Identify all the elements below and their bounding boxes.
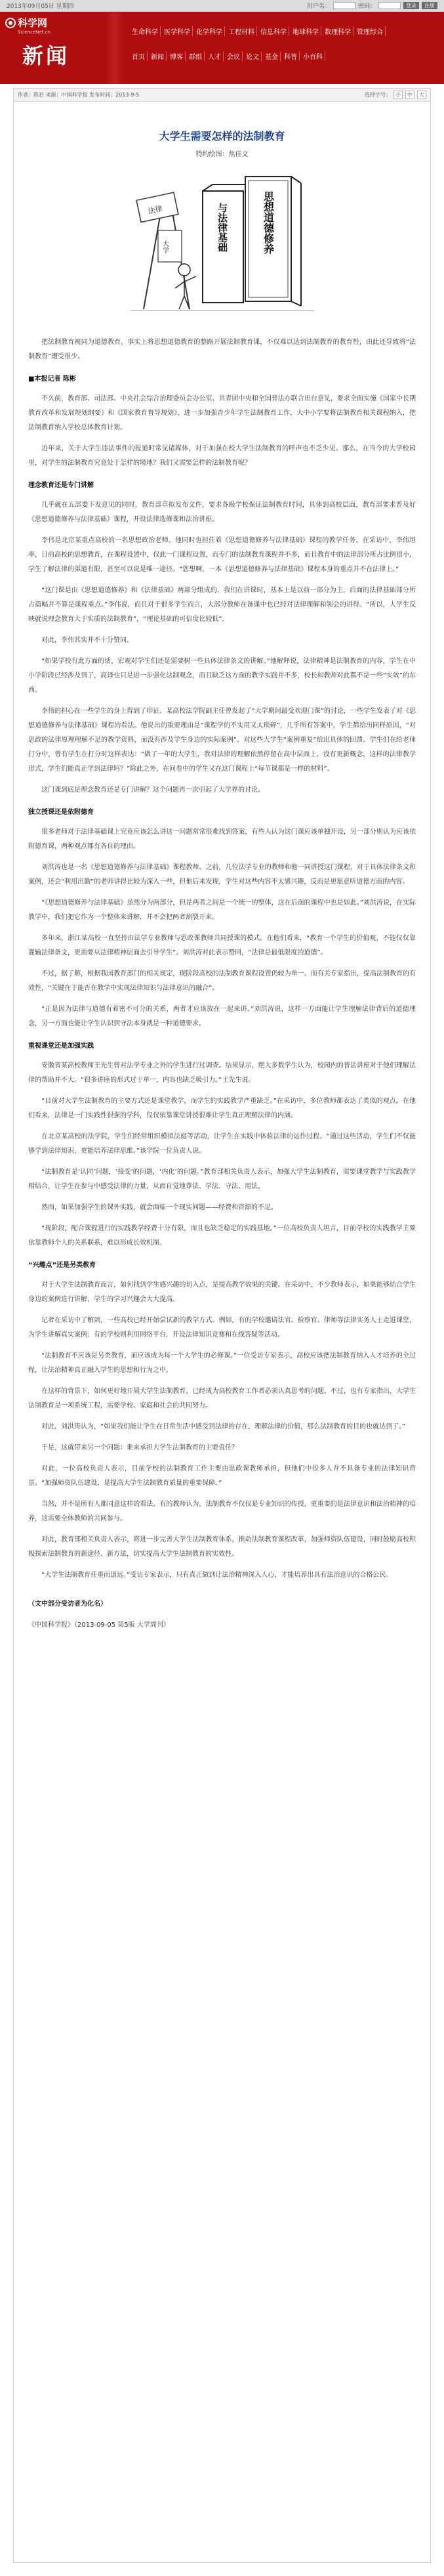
section-heading: 重视课堂还是加强实践	[28, 1042, 94, 1050]
sub-nav-item[interactable]: 会议	[225, 51, 243, 61]
site-logo[interactable]	[5, 16, 66, 33]
main-nav-item[interactable]: 信息科学	[258, 26, 289, 36]
paragraph: “《思想道德修养与法律基础》虽然分为两部分，但是两者之间是一个统一的整体，这在后面的课程中也是如此。”刘洪涛说，在实际教学中，我们把它作为一个整体来讲解，并不会把两者割裂开来。	[28, 899, 416, 921]
article-body	[28, 335, 416, 1583]
section-heading: “兴趣点”还是另类教育	[28, 1262, 96, 1269]
paragraph: 对此，教育部相关负责人表示，将进一步完善大学生法制教育体系，推动法制教育课程改革，加强师资队伍建设，同时鼓励高校积极探索法制教育的新途径、新方法，切实提高大学生法制教育的实效性。	[28, 1536, 416, 1558]
paragraph: 对于大学生法制教育而言，如何找到学生感兴趣的切入点，是提高教学效果的关键。在采访中，不少教师表示，如果能够结合学生身边的案例进行讲解，学生的学习兴趣会大大提高。	[28, 1281, 416, 1303]
paragraph: 对此，李伟其实并不十分赞同。	[41, 637, 133, 644]
main-nav	[130, 26, 440, 36]
login-form	[307, 1, 437, 10]
article-meta: 作者：陈若 来源：中国科学报 发布时间：2013-9-5	[18, 92, 140, 98]
paragraph: 把法制教育视同为道德教育，事实上将思想道德教育的整路开展法制教育课，不仅难以达到法制教育的教育性，由此还导致将“法制教育”遭受很少。	[28, 339, 416, 360]
paragraph: 不久前，教育部、司法部、中央社会综合治理委员会办公室、共青团中央和全国普法办联合出台意见，要求全面实施《国家中长期教育改革和发展规划纲要》和《国家教育督导规划》，进一步加强青少年学生法制教育工作，大中小学要将法制教育相关课程纳入，把法制教育纳入学校总体教育计划。	[28, 395, 416, 431]
book-moral-title: 思想道德修养	[262, 191, 274, 254]
article	[14, 102, 430, 1651]
main-nav-item[interactable]: 化学科学	[194, 26, 225, 36]
section-heading: 理念教育还是专门讲解	[28, 482, 94, 489]
logo-url: ScienceNet.cn	[18, 30, 50, 35]
paragraph: 在北京某高校的法学院，学生们经常组织模拟法庭等活动，让学生在实践中体验法律的运作过程。“通过这些活动，学生们不仅能够学到法律知识，更能培养法律思维。”该学院一位负责人说。	[28, 1133, 416, 1155]
font-size-medium[interactable]: 中	[405, 91, 414, 99]
content-container	[13, 88, 431, 2563]
article-closing-note: （文中部分受访者为化名）	[28, 1600, 107, 1608]
sub-nav-item[interactable]: 首页	[130, 51, 148, 61]
article-illustration	[124, 171, 321, 322]
header-decoration	[105, 12, 125, 84]
username-input[interactable]	[333, 2, 355, 9]
paragraph: “这门课是由《思想道德修养》和《法律基础》两部分组成的，我们在讲课时，基本上是以前一部分为主，后面的法律基础部分所占篇幅并不算是课程重点。”李伟说，而且对于很多学生而言，大部分教师在备课中也已经对法律理解和领会的讲得。“所以，人学生反映就说理念教育大于实质的法制教育”，“理论基础的可信度比较低”。	[28, 587, 416, 623]
paragraph: 然而，如果加强学生的课外实践，就会面临一个现实问题——经费和资源的不足。	[41, 1204, 277, 1211]
site-header	[0, 12, 444, 84]
login-button[interactable]: 登录	[403, 2, 419, 9]
article-title: 大学生需要怎样的法制教育	[159, 130, 285, 142]
book-law-icon	[203, 184, 245, 303]
paragraph: 在这样的背景下，如何更好地开展大学生法制教育，已经成为高校教育工作者必须认真思考的问题。不过，也有专家指出，大学生法制教育是一项系统工程，需要学校、家庭和社会的共同努力。	[28, 1388, 416, 1409]
section-heading: ■本报记者 陈彬	[28, 376, 76, 383]
font-size-selector	[365, 91, 426, 99]
logo-name: 科学网	[18, 17, 48, 29]
font-size-small[interactable]: 小	[394, 91, 403, 99]
book-moral-icon	[245, 177, 301, 306]
current-date: 2013年09月05日 星期四	[7, 3, 74, 10]
paragraph: “如果学校有此方面的话，宏观对学生们还是需要树一些具体法律条文的讲解。”他解释说，法律精神是法制教育的内容，学生在中小学阶段已经涉及到了，高译也只是进一步强化法制观念，而且缺乏这方面的教学实践并不多，校长和教师对此都不是一些“实效”的东西。	[28, 658, 416, 694]
register-button[interactable]: 注册	[422, 2, 437, 9]
book-law-title: 与法律基础	[216, 203, 228, 252]
article-meta-bar	[14, 89, 430, 102]
article-source: 《中国科学报》（2013-09-05 第5版 大学周刊）	[28, 1621, 170, 1629]
main-nav-item[interactable]: 医学科学	[162, 26, 193, 36]
paragraph: “法制教育是‘认同’问题，‘接受’的问题，‘内化’的问题。”教育部相关负责人表示，加强大学生法制教育，需要课堂教学与实践教学相结合，让学生在参与中感受法律的力量，从而自觉地尊法、学法、守法、用法。	[28, 1169, 416, 1190]
paragraph: 很多老师对于法律基础课上究竟应该怎么讲这一问题常常很难找到答案，有些人认为这门课应该单独开设，另一部分则认为应该依附德育课，两种观点都有各自的理由。	[28, 828, 416, 850]
username-label: 用户名：	[306, 3, 331, 10]
paragraph: “现阶段，配合课程进行的实践教学经费十分有限，而且也缺乏稳定的实践基地。”一位高校负责人坦言，目前学校的实践教学主要依靠教师个人的关系联系，难以形成长效机制。	[28, 1225, 416, 1247]
paragraph: 李伟的担心在一些学生的身上得到了印证。某高校法学院副主任曾发起了“大学期间最受欢迎门课”的讨论，一些学生发表了对《思想道德修养与法律基础》课程的看法。他说出的重要理由是“课程学的不实用又太琐碎”，几乎所有答案中，学生都给出同样原因，“对思政的法律原理理解不足的教学资料，而没有涉及学生身边的实际案例”。对这些大学生“案例重复”给出具体的回馈。学生们在给老师打分中，曾有学生在打分时这样表达：“做了一年的大学生，我对法律的理解依然停留在高中层面上，没有更新概念，这样的法律教学形式，学生们能真正学到法律吗？”除此之外，在问卷中的学生又在这门课程上“每节课都是一样的材料”。	[28, 708, 416, 773]
sub-nav-item[interactable]: 人才	[206, 51, 224, 61]
main-nav-item[interactable]: 地球科学	[291, 26, 321, 36]
sub-nav-item[interactable]: 论文	[244, 51, 262, 61]
font-size-label: 选择字号：	[365, 92, 391, 98]
paragraph: 几乎就在五部委下发意见的同时，教育部草拟发布文件，要求各级学校保证法制教育时间，具体到高校层面，教育部要求普及好《思想道德修养与法律基础》课程，开设法律选修课和法治讲座。	[28, 502, 416, 523]
paragraph: 刘洪涛也是一名《思想道德修养与法律基础》课程教师。之前，几位法学专业的教师和他一同讲授这门课程，对于具体法律条文和案例，还会“利用出勤”的老师讲得比较为深入一些，但他后来发现，学生对这些内容不太感兴趣，反而是更愿意听道德方面的内容。	[28, 864, 416, 886]
sign-icon	[158, 230, 182, 262]
sub-nav-item[interactable]: 基金	[263, 51, 281, 61]
paragraph: 近年来，关于大学生违法事件的报道时常见诸媒体，对于加强在校大学生法制教育的呼声也不乏少见。那么，在当今的大学校园里，对学生的法制教育究竟处于怎样的境地？我们又需要怎样的法制教育呢？	[28, 445, 416, 467]
logo-mark-icon	[5, 18, 16, 28]
paragraph: 多年来，浙江某高校一直坚持由法学专业教师与思政课教师共同授课的模式。在他们看来，“教育一个学生的价值观，不能仅仅靠灌输法律条文，更需要从法律精神层面去引导学生”。刘洪涛对此表示赞同，“法律是最低限度的道德”。	[28, 935, 416, 956]
paragraph: “正是因为法律与道德有着密不可分的关系，两者才应该放在一起来讲。”刘洪涛说，这样一方面能让学生理解法律背后的道德理念，另一方面也能让学生认识到守法本身就是一种道德要求。	[28, 1006, 416, 1027]
main-nav-item[interactable]: 工程材料	[226, 26, 257, 36]
section-heading: 独立授课还是依附德育	[28, 809, 94, 816]
paragraph: “法制教育不应该是另类教育，而应该成为每一个大学生的必修课。”一位受访专家表示，高校应该把法制教育纳入人才培养的全过程，让法治精神真正融入学生的思想和行为之中。	[28, 1352, 416, 1374]
font-size-large[interactable]: 大	[417, 91, 426, 99]
top-utility-bar	[0, 0, 444, 12]
main-nav-item[interactable]: 生命科学	[130, 26, 161, 36]
sub-nav-item[interactable]: 科普	[282, 51, 300, 61]
article-illustrator: 特约绘图：焦佳文	[195, 151, 249, 158]
sub-nav-item[interactable]: 新闻	[149, 51, 167, 61]
sub-nav-item[interactable]: 群组	[187, 51, 205, 61]
sub-nav-item[interactable]: 小百科	[301, 51, 325, 61]
sign-label: 大学	[161, 240, 168, 253]
paragraph: 对此，刘洪涛认为，“如果我们能让学生在日常生活中感受到法律的存在，理解法律的价值，那么法制教育的目的也就达到了。”	[41, 1423, 406, 1430]
paragraph: 不过，据了解，根据我国教育部门的相关规定，现阶段高校的法制教育课程设置仍较为单一。而有关专家指出，提高法制教育的有效性，“关键在于能否在教学中实现法律知识与法律意识的融合”。	[28, 970, 416, 992]
paragraph: 于是，这就带来另一个问题：谁来承担大学生法制教育的主要责任？	[41, 1444, 238, 1451]
paragraph: “目前对大学生法制教育的主要方式还是课堂教学，而学生的实践教学严重缺乏。”在采访中，多位教师都表达了类似的观点。在他们看来，法律是一门实践性很强的学科，仅仅依靠课堂讲授很难让学生真正理解法律的内涵。	[28, 1098, 416, 1119]
paragraph: 李伟是北京某重点高校的一名思想政治老师。他同时也担任着《思想道德修养与法律基础》课程的教学任务。在采访中，李伟坦率，目前高校的思想教育，在课程设置中，仅此一门课程设置，而专门的法制教育课程并不多，而且教育中的法律部分所占比例很小，学生了解法律的渠道有限，甚至可以说是唯一途径。“您想啊，一本《思想道德修养与法律基础》课程本身的重点并不在法律上。”	[28, 537, 416, 573]
main-nav-item[interactable]: 管理综合	[355, 26, 386, 36]
paragraph: “大学生法制教育任重而道远。”受访专家表示，只有真正做到让法治精神深入人心，才能培养出具有法治意识的合格公民。	[41, 1572, 393, 1579]
main-nav-item[interactable]: 数理科学	[323, 26, 353, 36]
sub-nav-item[interactable]: 博客	[168, 51, 186, 61]
paragraph: 当然，并不是所有人都同意这样的看法。有的教师认为，法制教育不仅仅是专业知识的传授，更重要的是法律意识和法治精神的培养，这需要全体教师的共同参与。	[28, 1501, 416, 1522]
board-label: 法律	[147, 204, 163, 216]
paragraph: 对此，一位高校负责人表示，目前学校的法制教育工作主要由思政课教师承担，但他们中很多人并不具备专业的法律知识背景。“加强师资队伍建设，是提高大学生法制教育质量的重要保障。”	[28, 1465, 416, 1487]
paragraph: 记者在采访中了解到，一些高校已经开始尝试新的教学方式。例如，有的学校邀请法官、检察官、律师等法律实务人士走进课堂，为学生讲解真实案例；有的学校则利用网络平台，开设法律知识竞赛和在线答疑等活动。	[28, 1317, 416, 1339]
paragraph: 这门课到底是理念教育还是专门讲解？这个问题再一次引起了大学界的讨论。	[41, 786, 264, 794]
section-title: 新闻	[22, 43, 70, 68]
password-input[interactable]	[378, 2, 401, 9]
paragraph: 安徽省某高校教师王先生曾对法学专业之外的学生进行过调查。结果显示，绝大多数学生认为，校园内的普法讲座对于他们理解法律的帮助并不大。“很多讲座的形式过于单一，内容也缺乏吸引力。”王先生说。	[28, 1062, 416, 1084]
password-label: 密码：	[357, 3, 376, 10]
sub-nav	[130, 51, 440, 61]
